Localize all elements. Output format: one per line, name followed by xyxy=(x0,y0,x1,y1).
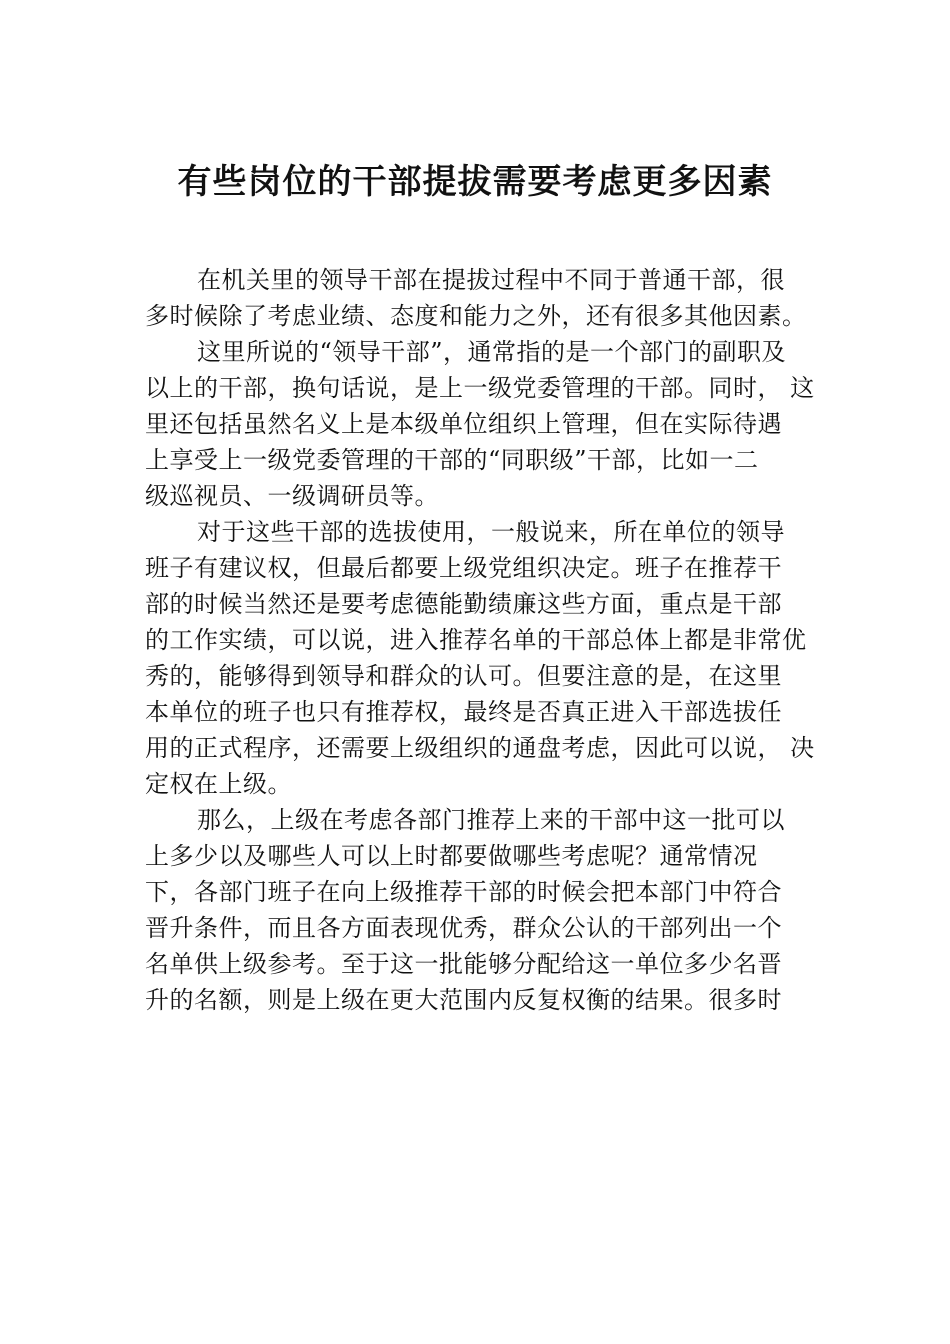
text-line: 那么，上级在考虑各部门推荐上来的干部中这一批可以 xyxy=(197,806,785,834)
text-line: 本单位的班子也只有推荐权，最终是否真正进入干部选拔任 xyxy=(145,698,782,726)
text-line: 里还包括虽然名义上是本级单位组织上管理，但在实际待遇 xyxy=(145,410,782,438)
text-line: 定权在上级。 xyxy=(145,770,292,798)
text-line: 名单供上级参考。至于这一批能够分配给这一单位多少名晋 xyxy=(145,950,782,978)
text-line: 上享受上一级党委管理的干部的“同职级”干部，比如一二 xyxy=(145,446,759,474)
text-line: 升的名额，则是上级在更大范围内反复权衡的结果。很多时 xyxy=(145,986,782,1014)
text-line: 班子有建议权，但最后都要上级党组织决定。班子在推荐干 xyxy=(145,554,782,582)
text-line: 在机关里的领导干部在提拔过程中不同于普通干部，很 xyxy=(197,266,785,294)
text-line: 部的时候当然还是要考虑德能勤绩廉这些方面，重点是干部 xyxy=(145,590,782,618)
text-line: 下，各部门班子在向上级推荐干部的时候会把本部门中符合 xyxy=(145,878,782,906)
document-body xyxy=(145,262,825,1018)
text-line: 多时候除了考虑业绩、态度和能力之外，还有很多其他因素。 xyxy=(145,302,807,330)
text-line: 对于这些干部的选拔使用，一般说来，所在单位的领导 xyxy=(197,518,785,546)
text-line: 用的正式程序，还需要上级组织的通盘考虑，因此可以说， 决 xyxy=(145,734,815,762)
text-line: 上多少以及哪些人可以上时都要做哪些考虑呢？通常情况 xyxy=(145,842,758,870)
text-line: 级巡视员、一级调研员等。 xyxy=(145,482,439,510)
text-line: 以上的干部，换句话说，是上一级党委管理的干部。同时， 这 xyxy=(145,374,815,402)
text-line: 秀的，能够得到领导和群众的认可。但要注意的是，在这里 xyxy=(145,662,782,690)
text-line: 晋升条件，而且各方面表现优秀，群众公认的干部列出一个 xyxy=(145,914,782,942)
text-line: 这里所说的“领导干部”，通常指的是一个部门的副职及 xyxy=(197,338,787,366)
text-line: 的工作实绩，可以说，进入推荐名单的干部总体上都是非常优 xyxy=(145,626,807,654)
document-title: 有些岗位的干部提拔需要考虑更多因素 xyxy=(177,162,773,202)
